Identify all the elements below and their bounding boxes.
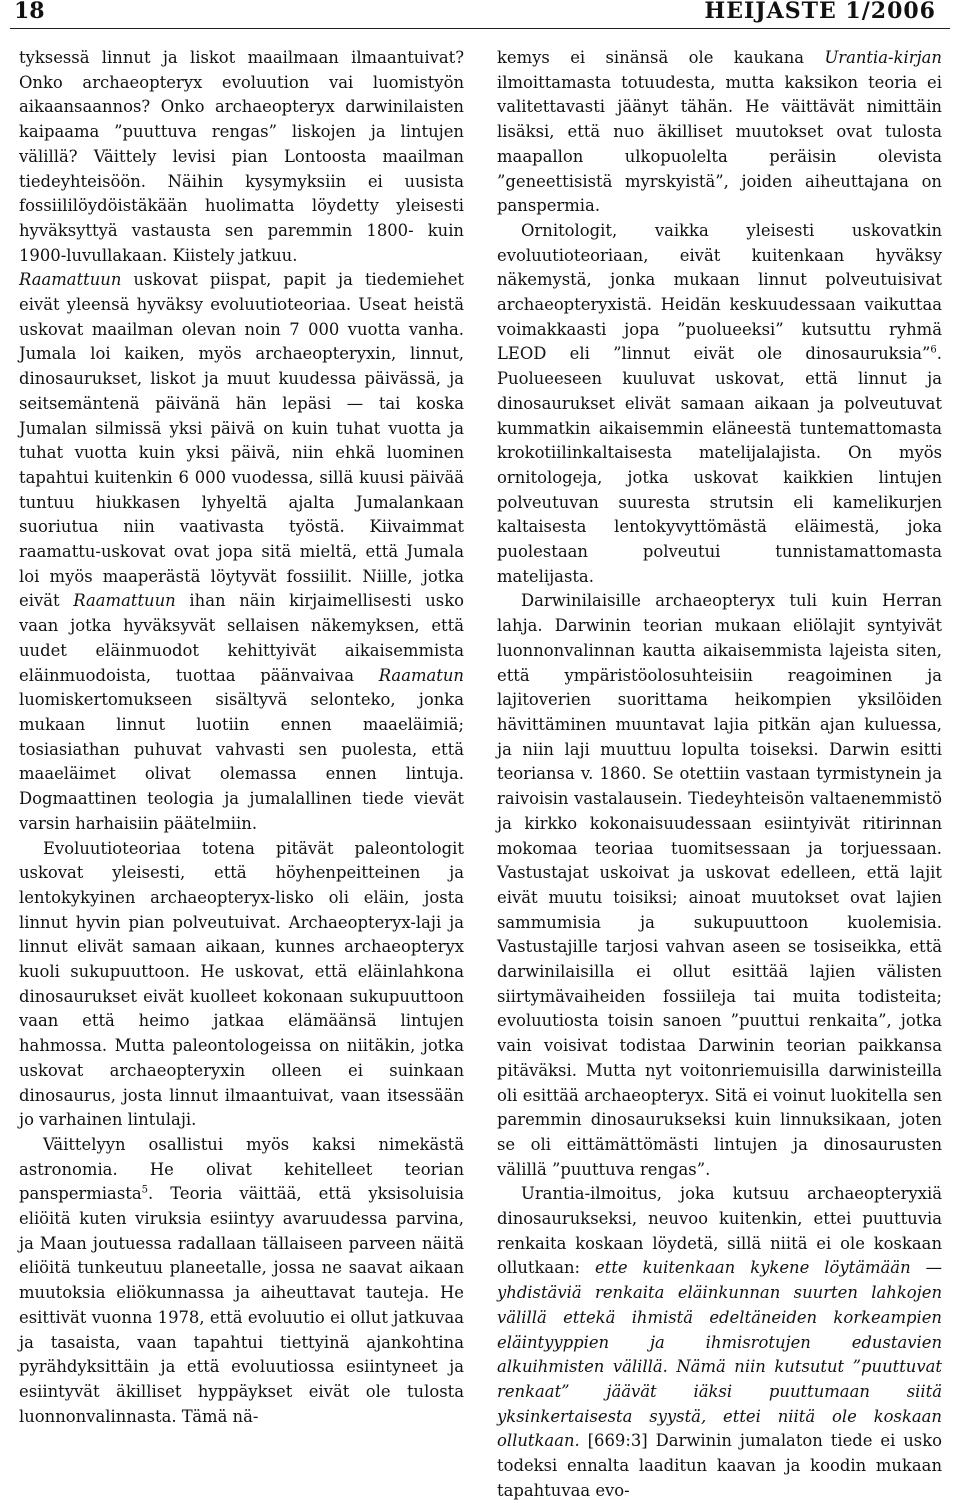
footnote-ref: 6 xyxy=(930,344,937,356)
emphasis: Raamattuun xyxy=(19,270,122,290)
paragraph: Ornitologit, vaikka yleisesti uskovatkin evoluutioteoriaan, eivät kuitenkaan hyväksy näkemystä, jonka mukaan linnut polveutuisivat archaeopteryxistä. Heidän keskuudessaan vaikuttaa voimakkaasti jopa ”puolueeksi” kutsuttu ryhmä LEOD eli ”linnut eivät ole dinosauruksia”$^6$. Puolueeseen kuuluvat uskovat, että linnut ja dinosaurukset elivät samaan aikaan ja polveutuvat kummatkin aikaisemmin eläneestä tuntemattomasta krokotiilinkaltaisesta matelijalajista. On myös ornitologeja, jotka uskovat kaikkien lintujen polveutuvan suuresta strutsin eli kamelikurjen kaltaisesta lentokyvyttömästä eläimestä, joka puolestaan polveutui tunnistamattomasta matelijasta. xyxy=(497,220,942,586)
paragraph: tyksessä linnut ja liskot maailmaan ilmaantuivat? Onko archaeopteryx evoluution vai luomistyön aikaansaannos? Onko archaeopteryx darwinilaisten kaipaama ”puuttuva rengas” liskojen ja lintujen välillä? Väittely levisi pian Lontoosta maailman tiedeyhteisöön. Näihin kysymyksiin ei uusista fossiililöydöistäkään huolimatta löydetty yleisesti hyväksyttyä vastausta sen paremmin 1800- kuin 1900-luvullakaan. Kiistely jatkuu. xyxy=(19,48,464,265)
paragraph: Urantia-ilmoitus, joka kutsuu archaeopteryxiä dinosaurukseksi, neuvoo kuitenkin, ettei puuttuvia renkaita koskaan löydetä, sillä niitä ei ole koskaan ollutkaan: ette kuitenkaan kykene löytämään — yhdistäviä renkaita eläinkunnan suurten lahkojen välillä ettekä ihmistä edeltäneiden korkeampien eläintyyppien ja ihmisrotujen edustavien alkuihmisten välillä. Nämä niin kutsutut ”puuttuvat renkaat” jäävät iäksi puuttumaan siitä yksinkertaisesta syystä, ettei niitä ole koskaan ollutkaan. [669:3] Darwinin jumalaton tiede ei usko todeksi ennalta laaditun kaavan ja koodin mukaan tapahtuvaa evo- xyxy=(497,1184,942,1500)
page-header xyxy=(10,0,950,29)
paragraph: Raamattuun uskovat piispat, papit ja tiedemiehet eivät yleensä hyväksy evoluutioteoriaa. Useat heistä uskovat maailman olevan noin 7 000 vuotta vanha. Jumala loi kaiken, myös archaeopteryxin, linnut, dinosaurukset, liskot ja muut kuudessa päivässä, ja seitsemäntenä päivänä hän lepäsi — tai koska Jumalan silmissä yksi päivä on kuin tuhat vuotta ja tuhat vuotta kuin yksi päivä, niin ehkä luominen tapahtui kuitenkin 6 000 vuodessa, sillä kuusi päivää tuntuu hiukkasen lyhyeltä ajalta Jumalankaan suoriutua niin vaativasta työstä. Kiivaimmat raamattu-uskovat ovat jopa sitä mieltä, että Jumala loi myös maaperästä löytyvät fossiilit. Niille, jotka eivät Raamattuun ihan näin kirjaimellisesti usko vaan jotka hyväksyvät sellaisen näkemyksen, että uudet eläinmuodot kehittyivät aikaisemmista eläinmuodoista, tuottaa päänvaivaa Raamatun luomiskertomukseen sisältyvä selonteko, jonka mukaan linnut luotiin ennen maaeläimiä; tosiasiathan puhuvat vahvasti sen puolesta, että maaeläimet olivat olemassa ennen lintuja. Dogmaattinen teologia ja jumalallinen tiede vievät varsin harhaisiin päätelmiin. xyxy=(19,270,464,833)
paragraph: Evoluutioteoriaa totena pitävät paleontologit uskovat yleisesti, että höyhenpeitteinen ja lentokykyinen archaeopteryx-lisko oli eläin, josta linnut hyvin pian polveutuivat. Archaeopteryx-laji ja linnut elivät samaan aikaan, kunnes archaeopteryx kuoli sukupuuttoon. He uskovat, että eläinlahkona dinosaurukset eivät kuolleet kokonaan sukupuuttoon vaan että heimo jatkaa elämäänsä lintujen hahmossa. Mutta paleontologeissa on niitäkin, jotka uskovat archaeopteryxin olleen ei suinkaan dinosaurus, josta linnut ilmaantuivat, vaan itsessään jo varhainen lintulaji. xyxy=(19,838,464,1130)
paragraph: kemys ei sinänsä ole kaukana Urantia-kirjan ilmoittamasta totuudesta, mutta kaksikon teoria ei valitettavasti jäänyt tähän. He väittävät nimittäin lisäksi, että nuo äkilliset muutokset ovat tulosta maapallon ulkopuolelta peräisin olevista ”geneettisistä myrskyistä”, joiden aiheuttajana on panspermia. xyxy=(497,48,942,216)
paragraph: Väittelyyn osallistui myös kaksi nimekästä astronomia. He olivat kehitelleet teorian panspermiasta$^5$. Teoria väittää, että yksisoluisia eliöitä kuten viruksia esiintyy avaruudessa parvina, ja Maan joutuessa radallaan tällaiseen parveen näitä eliöitä tunkeutuu planeetalle, jossa ne saavat aikaan muutoksia eliökunnassa ja aiheuttavat tauteja. He esittivät vuonna 1978, että evoluutio ei ollut jatkuvaa ja tasaista, vaan tapahtui tiettyinä ajankohtina pyrähdyksittäin ja että evoluutiossa esiintyneet ja esiintyvät äkilliset hyppäykset eivät ole tulosta luonnonvalinnasta. Tämä nä- xyxy=(19,1134,464,1426)
quotation: ette kuitenkaan kykene löytämään — yhdistäviä renkaita eläinkunnan suurten lahkojen välillä ettekä ihmistä edeltäneiden korkeampien eläintyyppien ja ihmisrotujen edustavien alkuihmisten välillä. Nämä niin kutsutut ”puuttuvat renkaat” jäävät iäksi puuttumaan siitä yksinkertaisesta syystä, ettei niitä ole koskaan ollutkaan. xyxy=(497,1258,942,1451)
right-column xyxy=(497,46,942,1503)
emphasis: Raamattuun xyxy=(73,591,176,611)
publication-title: HEIJASTE 1/2006 xyxy=(704,0,936,24)
emphasis: Urantia-kirjan xyxy=(824,48,942,67)
footnote-ref: 5 xyxy=(141,1184,148,1196)
emphasis: Raamatun xyxy=(378,665,464,685)
paragraph: Darwinilaisille archaeopteryx tuli kuin Herran lahja. Darwinin teorian mukaan eliölajit syntyivät luonnonvalinnan kautta aikaisemmista lajeista siten, että ympäristöolosuhteisiin reagoiminen ja lajitoverien suorittama heikompien yksilöiden hävittäminen muuntavat lajia pitkän ajan kuluessa, ja niin laji muuttuu lopulta toiseksi. Darwin esitti teoriansa v. 1860. Se otettiin vastaan tyrmistynein ja raivoisin vastalausein. Tiedeyhteisön valtaenemmistö ja kirkko kokonaisuudessaan esiintyivät ritirinnan mokomaa teoriaa tuomitsessaan ja torjuessaan. Vastustajat uskoivat ja uskovat edelleen, että lajit eivät muutu toisiksi; ainoat muutokset ovat lajien sammumisia ja sukupuuttoon kuolemisia. Vastustajille tarjosi vahvan aseen se tosiseikka, että darwinilaisilla ei ollut esittää lajien välisten siirtymävaiheiden fossiileja tai muita todisteita; evoluutiosta toisin sanoen ”puuttui renkaita”, jotka vain voisivat todistaa Darwinin teorian paikkansa pitäväksi. Mutta nyt voitonriemuisilla darwinisteilla oli esittää archaeopteryx. Sitä ei voinut luokitella sen paremmin dinosaurukseksi kuin linnuksikaan, joten se oli eittämättömästi lintujen ja dinosaurusten välillä ”puuttuva rengas”. xyxy=(497,591,942,1179)
page-number: 18 xyxy=(14,0,45,24)
left-column xyxy=(19,46,464,1429)
